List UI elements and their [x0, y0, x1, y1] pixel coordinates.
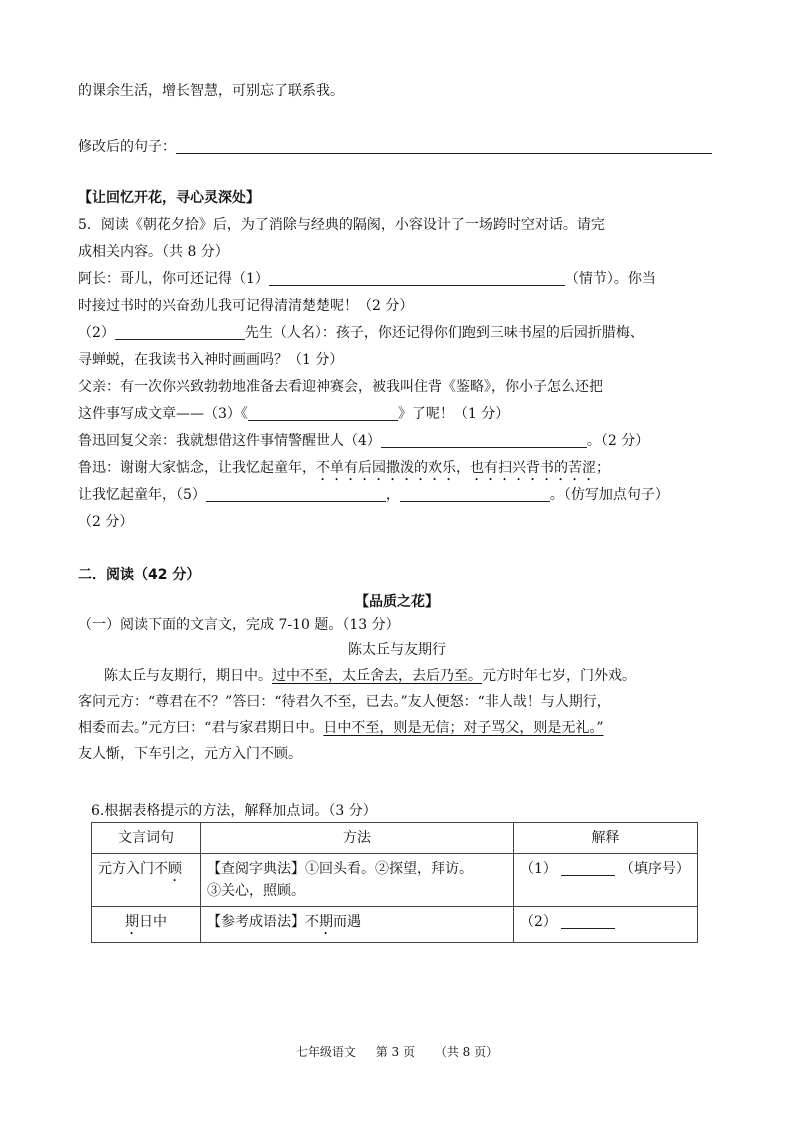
blank-3[interactable]	[248, 406, 398, 421]
luxun-line	[78, 459, 610, 484]
row1-method	[201, 854, 514, 907]
passage-underlined-1: 过中不至，太丘舍去，去后乃至。	[272, 668, 482, 684]
father-line: 父亲：有一次你兴致勃勃地准备去看迎神赛会，被我叫住背《鉴略》，你小子怎么还把	[78, 379, 603, 395]
along-text-a: 阿长：哥儿，你可还记得（1）	[78, 271, 269, 287]
row1-answer	[514, 854, 698, 907]
father-text-c: 》了呢！（1 分）	[397, 406, 510, 422]
header-method: 方法	[201, 823, 514, 854]
reply-text-a: 鲁迅回复父亲：我就想借这件事情警醒世人（4）	[78, 433, 381, 449]
footer-subject: 七年级语文	[295, 1045, 356, 1059]
passage-line-1	[104, 667, 636, 685]
along-line	[78, 270, 656, 288]
luxun-text-d: ，	[385, 487, 400, 503]
q6-question: 6.根据表格提示的方法，解释加点词。（3 分）	[91, 803, 377, 819]
row2-method-text-b: 而遇	[333, 914, 361, 930]
row2-word-dotted: 期	[125, 914, 139, 930]
table-row	[92, 854, 698, 907]
row1-answer-blank[interactable]	[561, 861, 615, 876]
passage-line-3	[78, 719, 603, 737]
blank-5a[interactable]	[206, 487, 386, 502]
row1-word-text: 元方入门不	[98, 861, 168, 877]
q5-prompt-line2: 成相关内容。（共 8 分）	[78, 244, 229, 260]
header-explanation: 解释	[514, 823, 698, 854]
passage-text-1a: 陈太丘与友期行，期日中。	[104, 668, 272, 684]
luxun-dotted-sentence: 不单有后园撒泼的欢乐，也有扫兴背书的苦涩	[316, 460, 596, 476]
revise-answer-blank[interactable]	[176, 139, 712, 154]
father-line-2	[78, 405, 509, 423]
row1-word-dotted: 顾	[168, 861, 182, 877]
row2-method	[201, 907, 514, 943]
table-header-row	[92, 823, 698, 854]
passage-line-2: 客问元方：“尊君在不？”答曰：“待君久不至，已去。”友人便怒：“非人哉！与人期行，	[78, 694, 611, 710]
passage-underlined-2: 日中不至，则是无信；对子骂父，则是无礼。”	[323, 720, 604, 736]
row1-method-line1: 【查阅字典法】①回头看。②探望，拜访。	[207, 861, 473, 877]
row2-method-text-a: 【参考成语法】不	[207, 914, 319, 930]
teacher-text-a: （2）	[78, 325, 115, 341]
row2-word	[92, 907, 201, 943]
row1-method-line2: ③关心，照顾。	[207, 883, 305, 899]
row2-answer-blank[interactable]	[561, 914, 615, 929]
row2-answer	[514, 907, 698, 943]
footer-total: （共 8 页）	[434, 1045, 499, 1059]
luxun-line-3: （2 分）	[78, 514, 134, 530]
reading-sub-header: 【品质之花】	[355, 594, 439, 610]
luxun-text-a: 鲁迅：谢谢大家惦念，让我忆起童年，	[78, 460, 316, 476]
reply-text-b: 。（2 分）	[586, 433, 650, 449]
q4-revise-line	[78, 138, 712, 156]
blank-5b[interactable]	[400, 487, 550, 502]
along-text-b: （情节）。你当	[564, 271, 656, 287]
luxun-text-b: ；	[596, 460, 610, 476]
blank-1[interactable]	[269, 271, 565, 286]
passage-text-3a: 相委而去。”元方曰：“君与家君期日中。	[78, 720, 324, 736]
reading-intro: （一）阅读下面的文言文，完成 7-10 题。（13 分）	[78, 617, 400, 633]
teacher-text-b: 先生（人名）：孩子，你还记得你们跑到三味书屋的后园折腊梅、	[244, 325, 644, 341]
page-footer	[0, 1043, 794, 1060]
blank-4[interactable]	[381, 433, 587, 448]
row1-word	[92, 854, 201, 907]
reply-line	[78, 432, 649, 450]
header-word: 文言词句	[92, 823, 201, 854]
blank-2[interactable]	[115, 325, 245, 340]
row1-answer-hint: （填序号）	[619, 861, 690, 877]
row2-answer-label: （2）	[520, 914, 557, 930]
section-memory-header: 【让回忆开花，寻心灵深处】	[78, 190, 260, 206]
section-reading-header: 二．阅读（42 分）	[78, 567, 201, 583]
passage-text-1b: 元方时年七岁，门外戏。	[482, 668, 636, 684]
revise-label: 修改后的句子：	[78, 139, 176, 155]
father-text-b: 这件事写成文章——（3）《	[78, 406, 248, 422]
luxun-text-e: 。（仿写加点句子）	[549, 487, 669, 503]
table-row	[92, 907, 698, 943]
method-table	[91, 822, 698, 943]
passage-line-4: 友人惭，下车引之，元方入门不顾。	[78, 746, 302, 762]
luxun-text-c: 让我忆起童年，（5）	[78, 487, 206, 503]
teacher-line-2: 寻蝉蜕，在我读书入神时画画吗？（1 分）	[78, 352, 344, 368]
row1-answer-label: （1）	[520, 861, 557, 877]
q4-tail-text: 的课余生活，增长智慧，可别忘了联系我。	[78, 83, 344, 99]
luxun-line-2	[78, 486, 669, 504]
footer-page: 第 3 页	[375, 1045, 415, 1059]
q5-prompt-line1: 5．阅读《朝花夕拾》后，为了消除与经典的隔阂，小容设计了一场跨时空对话。请完	[78, 217, 605, 233]
teacher-line	[78, 324, 644, 342]
row2-word-text: 日中	[139, 914, 167, 930]
along-line-2: 时接过书时的兴奋劲儿我可记得清清楚楚呢！（2 分）	[78, 298, 414, 314]
passage-title: 陈太丘与友期行	[348, 642, 446, 658]
row2-method-dotted: 期	[319, 914, 333, 930]
